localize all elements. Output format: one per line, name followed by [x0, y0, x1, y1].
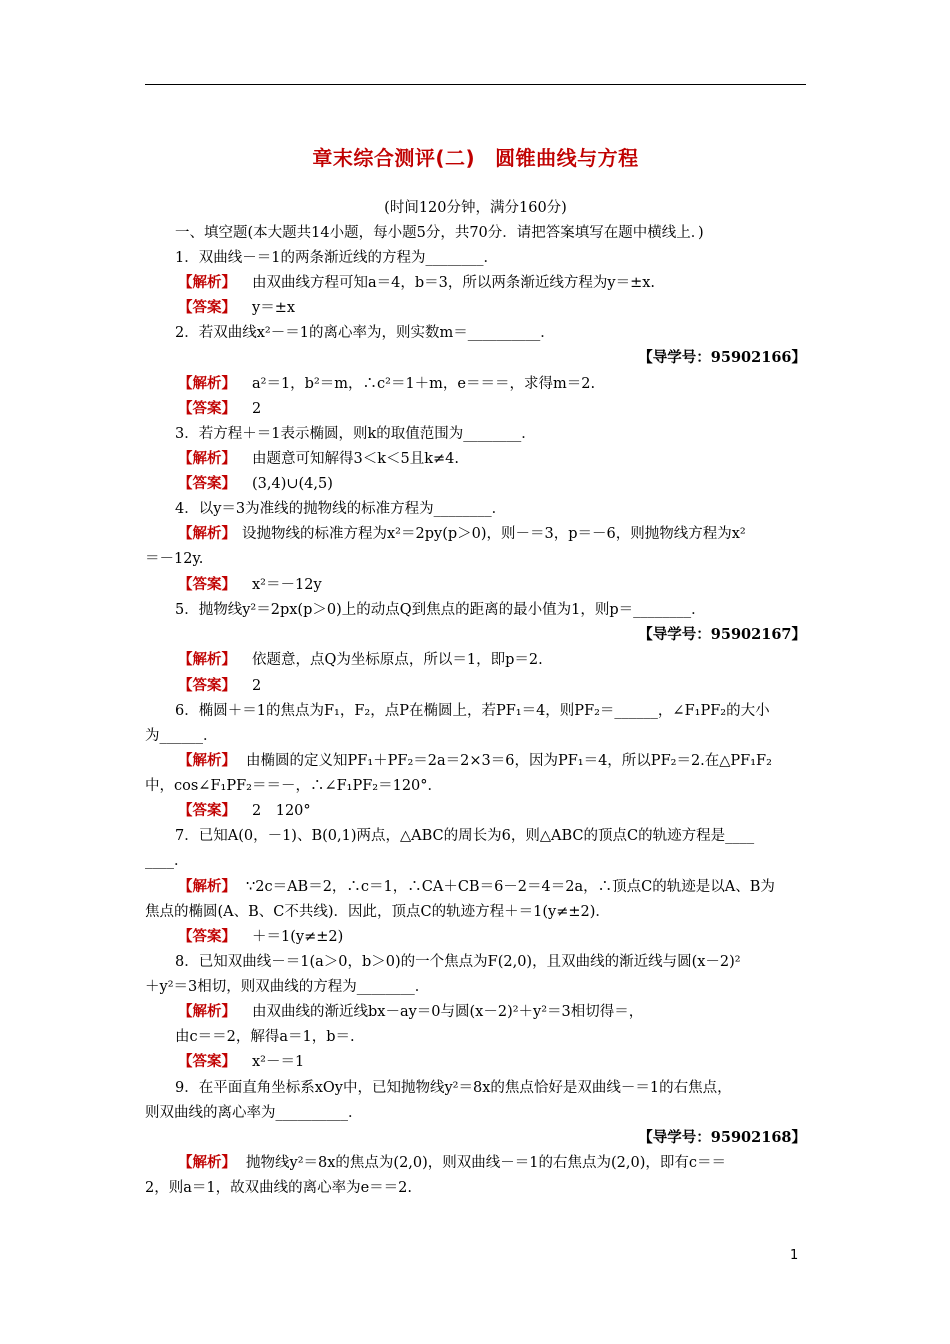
analysis-tag: 【解析】	[178, 274, 236, 291]
q4-analysis	[175, 524, 806, 544]
q2-answer	[175, 399, 806, 419]
subtitle: (时间120分钟，满分160分)	[384, 200, 567, 216]
analysis-tag: 【解析】	[178, 878, 236, 895]
q4-stem: 4．以y＝3为准线的抛物线的标准方程为________．	[175, 501, 507, 517]
analysis-tag: 【解析】	[178, 752, 236, 769]
q6-stem-2: 为______．	[145, 728, 218, 744]
answer-tag: 【答案】	[178, 475, 236, 492]
analysis-tag: 【解析】	[178, 1003, 236, 1020]
q3-answer-text: (3,4)∪(4,5)	[252, 476, 333, 492]
q3-answer	[175, 474, 806, 494]
q7-stem-1: 7．已知A(0，－1)、B(0,1)两点，△ABC的周长为6，则△ABC的顶点C的轨迹方程是____	[175, 828, 755, 844]
q3-analysis	[175, 449, 806, 469]
q7-analysis	[175, 877, 806, 897]
q7-analysis-text-2: 焦点的椭圆(A、B、C不共线)．因此，顶点C的轨迹方程＋＝1(y≠±2)．	[145, 904, 610, 920]
analysis-tag: 【解析】	[178, 651, 236, 668]
q5-answer-text: 2	[252, 678, 262, 694]
q8-stem-1: 8．已知双曲线－＝1(a＞0，b＞0)的一个焦点为F(2,0)，且双曲线的渐近线与圆(x－2)²	[175, 954, 741, 970]
q8-analysis	[175, 1002, 806, 1022]
q4-answer	[175, 575, 806, 595]
q2-analysis	[175, 374, 806, 394]
answer-tag: 【答案】	[178, 677, 236, 694]
q5-analysis-text: 依题意，点Q为坐标原点，所以＝1，即p＝2.	[252, 652, 543, 668]
q8-stem-2: ＋y²＝3相切，则双曲线的方程为________．	[145, 979, 430, 995]
q5-code: 【导学号：95902167】	[638, 626, 806, 643]
q9-code: 【导学号：95902168】	[638, 1129, 806, 1146]
q4-analysis-text-2: ＝－12y.	[145, 551, 204, 567]
analysis-tag: 【解析】	[178, 1154, 236, 1171]
page-number: 1	[790, 1248, 799, 1263]
header-rule	[145, 84, 806, 85]
q5-analysis	[175, 650, 806, 670]
q5-stem: 5．抛物线y²＝2px(p＞0)上的动点Q到焦点的距离的最小值为1，则p＝________．	[175, 602, 706, 618]
answer-tag: 【答案】	[178, 400, 236, 417]
q3-analysis-text: 由题意可知解得3＜k＜5且k≠4.	[252, 451, 460, 467]
q9-stem-2: 则双曲线的离心率为__________．	[145, 1105, 363, 1121]
q9-analysis-text-1: 抛物线y²＝8x的焦点为(2,0)，则双曲线－＝1的右焦点为(2,0)，即有c＝＝	[246, 1155, 726, 1171]
q1-stem: 1．双曲线－＝1的两条渐近线的方程为________．	[175, 250, 498, 266]
q1-analysis-text: 由双曲线方程可知a＝4，b＝3，所以两条渐近线方程为y＝±x.	[252, 275, 656, 291]
q5-answer	[175, 676, 806, 696]
q8-answer	[175, 1052, 806, 1072]
q1-answer	[175, 298, 806, 318]
q4-analysis-text-1: 设抛物线的标准方程为x²＝2py(p＞0)，则－＝3，p＝－6，则抛物线方程为x²	[242, 526, 746, 542]
page-title	[145, 142, 806, 171]
q6-answer-text: 2 120°	[252, 803, 311, 819]
title-part2: 圆锥曲线与方程	[495, 146, 639, 170]
q2-code: 【导学号：95902166】	[638, 349, 806, 366]
q2-stem: 2．若双曲线x²－＝1的离心率为，则实数m＝__________．	[175, 325, 555, 341]
analysis-tag: 【解析】	[178, 450, 236, 467]
q1-analysis	[175, 273, 806, 293]
q3-stem: 3．若方程＋＝1表示椭圆，则k的取值范围为________．	[175, 426, 536, 442]
analysis-tag: 【解析】	[178, 375, 236, 392]
q8-analysis-text-1: 由双曲线的渐近线bx－ay＝0与圆(x－2)²＋y²＝3相切得＝，	[252, 1004, 644, 1020]
q7-analysis-text-1: ∵2c＝AB＝2，∴c＝1，∴CA＋CB＝6－2＝4＝2a，∴顶点C的轨迹是以A、B为	[246, 879, 775, 895]
section-heading: 一、填空题(本大题共14小题，每小题5分，共70分．请把答案填写在题中横线上．)	[175, 225, 704, 241]
q9-analysis	[175, 1153, 806, 1173]
q7-answer	[175, 927, 806, 947]
answer-tag: 【答案】	[178, 802, 236, 819]
q6-analysis	[175, 751, 806, 771]
q7-stem-2: ____．	[145, 853, 189, 869]
q4-answer-text: x²＝－12y	[252, 577, 322, 593]
answer-tag: 【答案】	[178, 299, 236, 316]
q9-analysis-text-2: 2，则a＝1，故双曲线的离心率为e＝＝2.	[145, 1180, 413, 1196]
q9-stem-1: 9．在平面直角坐标系xOy中，已知抛物线y²＝8x的焦点恰好是双曲线－＝1的右焦点，	[175, 1080, 732, 1096]
q6-analysis-text-1: 由椭圆的定义知PF₁＋PF₂＝2a＝2×3＝6，因为PF₁＝4，所以PF₂＝2.在△PF₁F₂	[246, 753, 772, 769]
q6-stem-1: 6．椭圆＋＝1的焦点为F₁，F₂，点P在椭圆上，若PF₁＝4，则PF₂＝______，∠F₁PF₂的大小	[175, 703, 770, 719]
answer-tag: 【答案】	[178, 576, 236, 593]
q7-answer-text: ＋＝1(y≠±2)	[252, 929, 344, 945]
q2-answer-text: 2	[252, 401, 262, 417]
q2-analysis-text: a²＝1，b²＝m，∴c²＝1＋m，e＝＝＝，求得m＝2.	[252, 376, 596, 392]
q8-answer-text: x²－＝1	[252, 1054, 305, 1070]
answer-tag: 【答案】	[178, 928, 236, 945]
q1-answer-text: y＝±x	[252, 300, 296, 316]
q6-analysis-text-2: 中，cos∠F₁PF₂＝＝－，∴∠F₁PF₂＝120°．	[145, 778, 443, 794]
analysis-tag: 【解析】	[178, 525, 236, 542]
answer-tag: 【答案】	[178, 1053, 236, 1070]
q6-answer	[175, 801, 806, 821]
q8-analysis-text-2: 由c＝＝2，解得a＝1，b＝.	[175, 1029, 355, 1045]
title-part1: 章末综合测评(二)	[312, 146, 476, 170]
